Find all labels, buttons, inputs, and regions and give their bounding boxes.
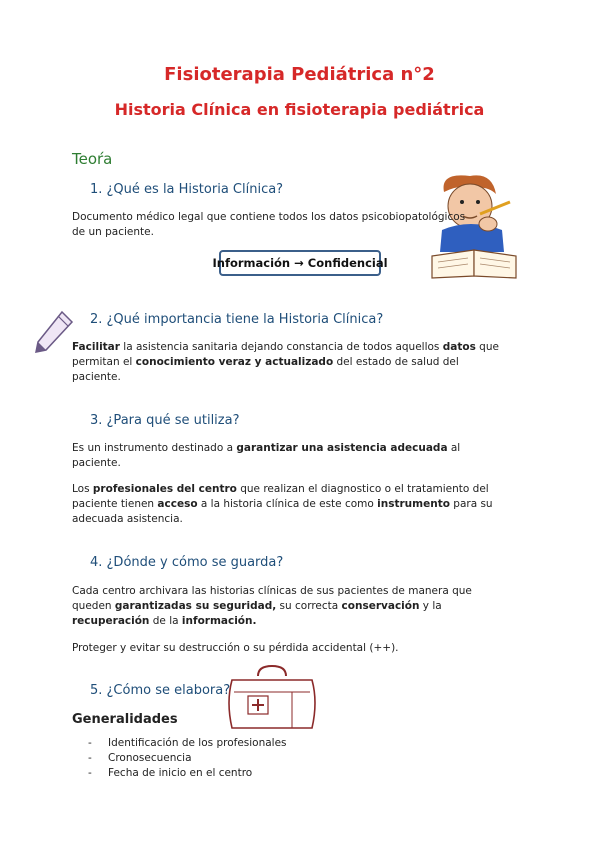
q3-text-1: Es un instrumento destinado a [72, 442, 237, 454]
q3-text-3: paciente. [72, 457, 121, 469]
q2-text-2: que [475, 341, 499, 353]
q1-line-2: de un paciente. [72, 226, 154, 238]
q2-bold-1: Facilitar [72, 341, 120, 353]
pencil-icon [32, 308, 76, 356]
arrow-right-icon: → [294, 256, 304, 270]
generalidades-list [88, 736, 287, 781]
question-4-heading: 4. ¿Dónde y cómo se guarda? [90, 555, 284, 570]
question-4-text-b: Proteger y evitar su destrucción o su pérdida accidental (++). [72, 642, 399, 654]
q4-text-2: queden [72, 600, 115, 612]
info-confidential-box [212, 250, 388, 276]
q4-text-5: de la [149, 615, 182, 627]
q4-text-1: Cada centro archivara las historias clínicas de sus pacientes de manera que [72, 585, 472, 597]
question-3-text-b [72, 482, 532, 527]
list-item [88, 766, 287, 781]
list-item-text: Cronosecuencia [108, 752, 192, 764]
section-heading: Teoŕa [72, 150, 113, 168]
question-3-heading: 3. ¿Para qué se utiliza? [90, 413, 240, 428]
q3-bold-1: garantizar una asistencia adecuada [236, 442, 448, 454]
medical-bag-icon [222, 662, 322, 734]
q4-bold-1: garantizadas su seguridad, [114, 600, 277, 612]
q3-text-4: Los [72, 483, 93, 495]
question-1-text [72, 210, 532, 240]
q4-text-3: su correcta [276, 600, 342, 612]
q2-text-3: permitan el [72, 356, 136, 368]
q4-bold-3: recuperación [72, 615, 150, 627]
q2-bold-2: datos [442, 341, 476, 353]
list-item-text: Fecha de inicio en el centro [108, 767, 253, 779]
question-4-text-a [72, 584, 532, 629]
document-subtitle: Historia Clínica en fisioterapia pediátrica [114, 100, 485, 119]
q3-text-8: para su [449, 498, 493, 510]
q1-line-1: Documento médico legal que contiene todos los datos psicobiopatológicos [72, 211, 466, 223]
q4-text-4: y la [419, 600, 442, 612]
q3-text-2: al [447, 442, 461, 454]
question-3-text-a [72, 441, 532, 471]
q2-text-1: la asistencia sanitaria dejando constancia de todos aquellos [119, 341, 443, 353]
q3-text-9: adecuada asistencia. [72, 513, 183, 525]
q2-bold-3: conocimiento veraz y actualizado [135, 356, 334, 368]
question-1-heading: 1. ¿Qué es la Historia Clínica? [90, 182, 284, 197]
q3-bold-4: instrumento [377, 498, 450, 510]
q3-bold-2: profesionales del centro [92, 483, 237, 495]
q3-bold-3: acceso [157, 498, 198, 510]
q2-text-4: del estado de salud del [333, 356, 459, 368]
question-5-heading: 5. ¿Cómo se elabora? [90, 683, 231, 698]
q4-bold-2: conservación [341, 600, 420, 612]
list-dash: - [88, 752, 92, 764]
list-item [88, 736, 287, 751]
q3-text-6: paciente tienen [72, 498, 158, 510]
box-right-text: Confidencial [307, 256, 388, 270]
generalidades-heading: Generalidades [72, 712, 178, 727]
box-left-text: Información [212, 256, 291, 270]
q2-text-5: paciente. [72, 371, 121, 383]
q3-text-7: a la historia clínica de este como [197, 498, 378, 510]
q3-text-5: que realizan el diagnostico o el tratamiento del [236, 483, 489, 495]
list-item [88, 751, 287, 766]
q4-bold-4: información. [181, 615, 257, 627]
list-item-text: Identificación de los profesionales [108, 737, 287, 749]
question-2-text [72, 340, 532, 385]
document-title: Fisioterapia Pediátrica n°2 [164, 64, 435, 85]
list-dash: - [88, 737, 92, 749]
list-dash: - [88, 767, 92, 779]
question-2-heading: 2. ¿Qué importancia tiene la Historia Clínica? [90, 312, 384, 327]
